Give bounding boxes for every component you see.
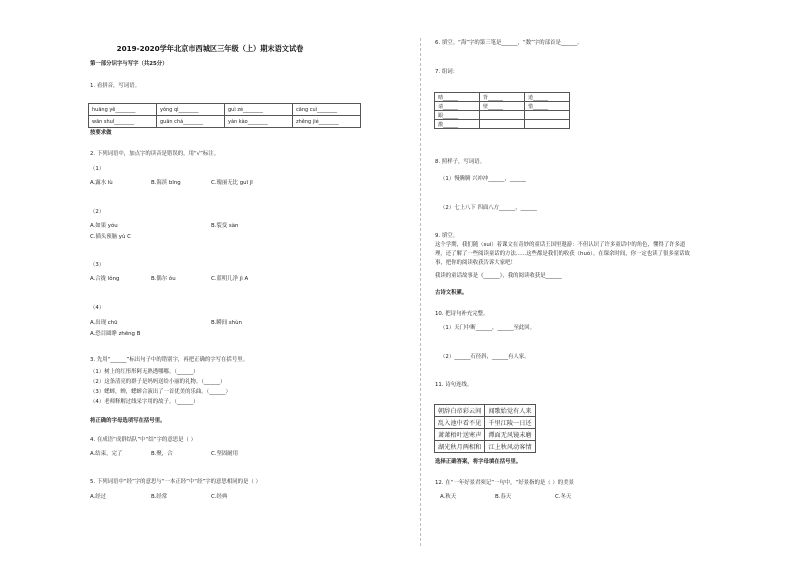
table-cell[interactable] xyxy=(525,111,570,120)
q5-option-b[interactable]: B.经常 xyxy=(151,494,168,500)
poem-line-right[interactable]: 千里江陵一日还 xyxy=(485,417,535,429)
q9-line-1: 这个学期，我们随（suí）着课文在奇妙的童话王国里遨游：不但认识了许多童话中的角色，懂得了许多道 xyxy=(435,242,686,248)
table-cell[interactable]: guān chá________ xyxy=(157,116,225,128)
q9-line-2: 理，还了解了一些阅读童话的方法......这些都是我们的收获（huò）。在课余时间，你一定也读了很多童话故 xyxy=(435,251,690,257)
table-cell[interactable]: 晴______ xyxy=(435,93,480,102)
poem-line-right[interactable]: 江上秋风动客情 xyxy=(485,441,535,453)
q3-item-1: （1）树上的红彤彤阿无熟透哪哪。（______） xyxy=(90,369,199,375)
table-cell[interactable]: 逍______ xyxy=(525,93,570,102)
q8-text: 8. 照样子，写词语。 xyxy=(435,159,485,165)
q1-note: 按要求做 xyxy=(90,130,112,136)
q2-text: 2. 下列词语中，加点字的读音是错误的，用“√”标注。 xyxy=(90,151,220,157)
q11-note: 选择正确答案，将字母填在括号里。 xyxy=(435,459,522,465)
q6-text: 6. 填空。“海”字的第三笔是______，“数”字的部首是______。 xyxy=(435,40,583,46)
q2-g1-option-c[interactable]: C.瑰丽无比 guī jī xyxy=(211,180,253,186)
q2-g2-option-b[interactable]: B.裂变 sàn xyxy=(211,223,239,229)
table-row xyxy=(435,111,570,120)
q9-text: 9. 填空。 xyxy=(435,233,459,239)
q3-item-4: （4）老师释解过线采字用的故子。（______） xyxy=(90,399,199,405)
q2-group4-number: （4） xyxy=(90,305,105,311)
q2-g1-option-b[interactable]: B.海滨 bīng xyxy=(151,180,181,186)
table-cell[interactable]: wān shuǐ________ xyxy=(89,116,157,128)
q2-g2-option-c[interactable]: C.插头预脑 yù C xyxy=(90,234,131,240)
poem-line-right[interactable]: 潭面无风镜未磨 xyxy=(485,429,535,441)
q9-note: 古诗文积累。 xyxy=(435,290,468,296)
table-cell[interactable]: 惜______ xyxy=(525,102,570,111)
q10-item-1: （1）天门中断______，______至此回。 xyxy=(440,325,536,331)
q5-option-c[interactable]: C.经典 xyxy=(211,494,228,500)
poem-line-left[interactable]: 乱入池中看不见 xyxy=(435,417,485,429)
q5-text: 5. 下列词语中“经”字的意思与“一本正经”中“经”字的意思相同的是（ ） xyxy=(90,479,261,485)
table-cell[interactable]: guì zé________ xyxy=(225,104,293,116)
table-row xyxy=(89,104,361,116)
table-row xyxy=(435,429,536,441)
page-title: 2019-2020学年北京市西城区三年级（上）期末语文试卷 xyxy=(116,44,304,53)
table-cell[interactable]: yán kào________ xyxy=(225,116,293,128)
q2-group1-number: （1） xyxy=(90,166,105,172)
q11-poem-table xyxy=(434,404,536,453)
q2-g3-option-b[interactable]: B.偶尔 ǒu xyxy=(151,276,176,282)
q4-option-c[interactable]: C.坚固耐用 xyxy=(211,451,239,457)
q7-text: 7. 组词： xyxy=(435,69,459,75)
table-cell[interactable]: cāng cuì________ xyxy=(293,104,361,116)
table-cell[interactable]: huāng yě________ xyxy=(89,104,157,116)
q1-text: 1. 看拼音，写词语。 xyxy=(90,83,140,89)
table-cell[interactable] xyxy=(480,111,525,120)
q12-option-b[interactable]: B.春天 xyxy=(495,494,512,500)
q2-g4-option-c[interactable]: A.恐目圆睁 zhēng B xyxy=(90,331,141,337)
table-cell[interactable]: 壁______ xyxy=(480,102,525,111)
q5-option-a[interactable]: A.经过 xyxy=(90,494,107,500)
q8-item-1: （1）慢腾腾 兴冲冲______，______ xyxy=(440,176,527,182)
table-row xyxy=(435,120,570,129)
q4-option-a[interactable]: A.结束，完了 xyxy=(90,451,123,457)
q11-text: 11. 诗句连线。 xyxy=(435,382,473,388)
q2-g3-option-a[interactable]: A.合拢 lǒng xyxy=(90,276,120,282)
table-row xyxy=(89,116,361,128)
q2-g4-option-b[interactable]: B.瞬间 shùn xyxy=(211,320,242,326)
q9-line-3: 事，把你的阅读收获告诉大家吧！ xyxy=(435,260,516,266)
q3-item-3: （3）蟋蟀，蝉，蟋蟀合演出了一首优美的乐曲。（______） xyxy=(90,389,231,395)
q2-group3-number: （3） xyxy=(90,262,105,268)
table-cell[interactable] xyxy=(525,120,570,129)
q8-item-2: （2）七上八下 四面八方______，______ xyxy=(440,205,537,211)
table-row xyxy=(435,102,570,111)
q2-group2-number: （2） xyxy=(90,209,105,215)
q3-note: 将正确的字母选项写在括号里。 xyxy=(90,418,166,424)
table-cell[interactable]: 请______ xyxy=(435,102,480,111)
q2-g2-option-a[interactable]: A.如果 yóu xyxy=(90,223,118,229)
q4-text: 4. 在成语“成群结队”中“结”字的意思是（ ） xyxy=(90,437,196,443)
q3-text: 3. 先用“______”标出句子中的错别字，再把正确的字写在括号里。 xyxy=(90,357,248,363)
q10-text: 10. 把诗句补充完整。 xyxy=(435,311,489,317)
q12-text: 12. 在“一年好景君须记”一句中，“好景指的是（ ）的美景 xyxy=(435,480,574,486)
poem-line-left[interactable]: 朝辞白帝彩云间 xyxy=(435,405,485,417)
poem-line-right[interactable]: 闻歌始觉有人来 xyxy=(485,405,535,417)
table-row xyxy=(435,441,536,453)
table-cell[interactable] xyxy=(480,120,525,129)
q4-option-b[interactable]: B.聚，合 xyxy=(151,451,173,457)
q2-g4-option-a[interactable]: A.出现 chū xyxy=(90,320,118,326)
q1-pinyin-table xyxy=(88,103,361,128)
table-row xyxy=(435,417,536,429)
column-divider xyxy=(420,38,421,546)
q12-option-a[interactable]: A.秋天 xyxy=(440,494,457,500)
table-cell[interactable]: 跟______ xyxy=(435,111,480,120)
poem-line-left[interactable]: 萧萧梧叶送寒声 xyxy=(435,429,485,441)
table-cell[interactable]: zhěng jié________ xyxy=(293,116,361,128)
table-cell[interactable]: 背______ xyxy=(480,93,525,102)
q2-g3-option-c[interactable]: C.蓝明几净 jì A xyxy=(211,276,249,282)
table-cell[interactable]: yǒng qì________ xyxy=(157,104,225,116)
part1-heading: 第一部分识字与写字（共25分） xyxy=(90,61,168,67)
table-row xyxy=(435,405,536,417)
q7-word-table xyxy=(434,92,570,129)
q3-item-2: （2）这条清亮的群子是妈妈送给小丽的礼物。（______） xyxy=(90,379,226,385)
table-cell[interactable]: 激______ xyxy=(435,120,480,129)
q12-option-c[interactable]: C.冬天 xyxy=(555,494,572,500)
table-row xyxy=(435,93,570,102)
q10-item-2: （2）______石径斜，______有人家。 xyxy=(440,354,530,360)
poem-line-left[interactable]: 湖光秋月两相和 xyxy=(435,441,485,453)
q2-g1-option-a[interactable]: A.露水 lù xyxy=(90,180,113,186)
q9-line-4: 我读的童话故事是《______》，我的阅读收获是______ xyxy=(435,273,562,279)
